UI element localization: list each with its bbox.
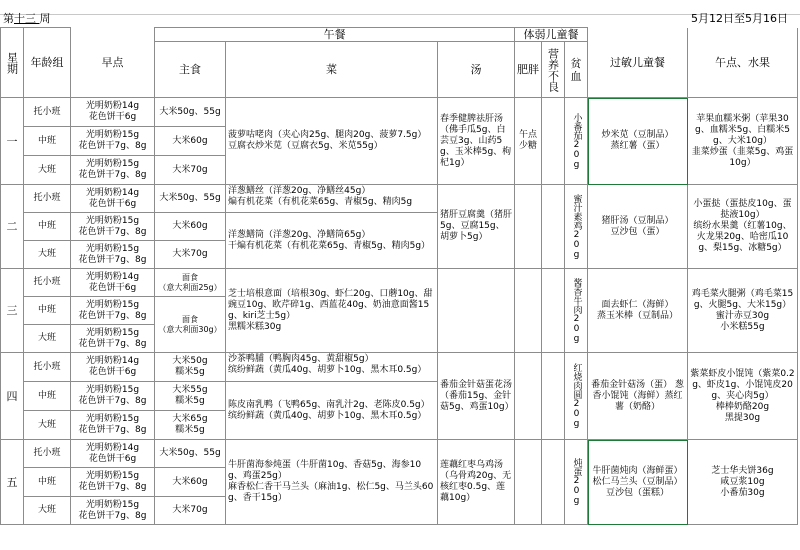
staple-cell: 大米70g: [155, 156, 226, 185]
staple-cell: 大米60g: [155, 213, 226, 241]
age-group-cell: 托小班: [24, 353, 71, 382]
obese-cell: [515, 353, 542, 440]
staple-cell: 面食 （意大利面30g）: [155, 297, 226, 353]
staple-cell: 大米50g、55g: [155, 440, 226, 468]
age-group-cell: 中班: [24, 297, 71, 325]
col-dish-header: 菜: [226, 42, 438, 98]
obese-cell: [515, 185, 542, 269]
col-malnutrition-header: 营养不良: [542, 42, 565, 98]
staple-cell: 大米55g 糯米5g: [155, 382, 226, 411]
allergy-cell: 猪肝汤（豆制品） 豆沙包（蛋）: [588, 185, 688, 269]
breakfast-cell: 光明奶粉14g 花色饼干6g: [71, 269, 155, 297]
staple-cell: 大米60g: [155, 468, 226, 497]
staple-cell: 大米60g: [155, 127, 226, 156]
soup-cell: 春季健脾祛肝汤（佛手瓜5g、白芸豆3g、山药5g、玉米棒5g、枸杞1g）: [438, 98, 515, 185]
breakfast-cell: 光明奶粉14g 花色饼干6g: [71, 440, 155, 468]
table-row: [1, 98, 798, 127]
col-breakfast-header: 早点: [71, 28, 155, 98]
malnutrition-cell: [542, 98, 565, 185]
malnutrition-cell: [542, 269, 565, 353]
dish-cell: 牛肝菌海参炖蛋（牛肝菌10g、香菇5g、海参10g、鸡蛋25g） 麻香松仁香干马兰头（麻油1g、松仁5g、马兰头60g、香干15g）: [226, 440, 438, 525]
staple-cell: 大米70g: [155, 241, 226, 269]
soup-cell: 莲藕红枣乌鸡汤（乌骨鸡20g、无核红枣0.5g、莲藕10g）: [438, 440, 515, 525]
week-prefix: 第: [3, 12, 14, 25]
age-group-cell: 大班: [24, 325, 71, 353]
age-group-cell: 托小班: [24, 269, 71, 297]
breakfast-cell: 光明奶粉14g 花色饼干6g: [71, 185, 155, 213]
obese-cell: 午点少糖: [515, 98, 542, 185]
staple-cell: 大米50g、55g: [155, 185, 226, 213]
col-snack-header: 午点、水果: [688, 28, 798, 98]
col-weak-header: 体弱儿童餐: [515, 28, 588, 42]
day-cell: 五: [1, 440, 24, 525]
age-group-cell: 中班: [24, 127, 71, 156]
anemia-meal-cell: 红烧肉圆20g: [565, 353, 588, 440]
dish-cell: 洋葱鳝丝（洋葱20g、净鳝丝45g） 煸有机花菜（有机花菜65g、青椒5g、精肉5g: [226, 185, 438, 213]
day-cell: 二: [1, 185, 24, 269]
table-row: [1, 353, 798, 382]
breakfast-cell: 光明奶粉15g 花色饼干7g、8g: [71, 382, 155, 411]
breakfast-cell: 光明奶粉14g 花色饼干6g: [71, 353, 155, 382]
col-soup-header: 汤: [438, 42, 515, 98]
breakfast-cell: 光明奶粉15g 花色饼干7g、8g: [71, 325, 155, 353]
age-group-cell: 中班: [24, 382, 71, 411]
malnutrition-cell: [542, 440, 565, 525]
staple-cell: 大米65g 糯米5g: [155, 411, 226, 440]
dish-cell: 洋葱鳝筒（洋葱20g、净鳝筒65g） 干煸有机花菜（有机花菜65g、青椒5g、精肉5g）: [226, 213, 438, 269]
col-age-header: 年龄组: [24, 28, 71, 98]
age-group-cell: 大班: [24, 411, 71, 440]
staple-cell: 大米50g 糯米5g: [155, 353, 226, 382]
age-group-cell: 托小班: [24, 185, 71, 213]
breakfast-cell: 光明奶粉15g 花色饼干7g、8g: [71, 411, 155, 440]
age-group-cell: 大班: [24, 241, 71, 269]
day-cell: 四: [1, 353, 24, 440]
day-cell: 一: [1, 98, 24, 185]
day-cell: 三: [1, 269, 24, 353]
age-group-cell: 大班: [24, 156, 71, 185]
dish-cell: 芝士培根意面（培根30g、虾仁20g、口蘑10g、甜豌豆10g、欧芹碎1g、西蓝花40g、奶油意面酱15g、kiri芝士5g） 黑糯米糕30g: [226, 269, 438, 353]
table-row: [1, 440, 798, 468]
dish-cell: 菠萝咕咾肉（夹心肉25g、腿肉20g、菠萝7.5g） 豆腐衣炒米苋（豆腐衣5g、米苋55g）: [226, 98, 438, 185]
age-group-cell: 托小班: [24, 440, 71, 468]
week-number: 十三: [14, 12, 36, 25]
col-anemia-header: 贫血: [565, 42, 588, 98]
table-row: [1, 185, 798, 213]
snack-fruit-cell: 苹果血糯米粥（苹果30g、血糯米5g、白糯米5g、大米10g） 韭菜炒蛋（韭菜5g、鸡蛋10g）: [688, 98, 798, 185]
week-title: [3, 12, 51, 25]
age-group-cell: 中班: [24, 213, 71, 241]
anemia-meal-cell: 蜜汁素鸡20g: [565, 185, 588, 269]
age-group-cell: 大班: [24, 497, 71, 525]
dish-cell: 沙茶鸭脯（鸭胸肉45g、黄甜椒5g） 缤纷鲜蔬（黄瓜40g、胡萝卜10g、黑木耳0.5g）: [226, 353, 438, 382]
snack-fruit-cell: 小蛋挞（蛋挞皮10g、蛋挞液10g） 缤纷水果羹（红薯10g、火龙果20g、哈密瓜10g、梨15g、冰糖5g）: [688, 185, 798, 269]
menu-table: [0, 27, 798, 525]
col-staple-header: 主食: [155, 42, 226, 98]
malnutrition-cell: [542, 185, 565, 269]
col-lunch-header: 午餐: [155, 28, 515, 42]
breakfast-cell: 光明奶粉15g 花色饼干7g、8g: [71, 497, 155, 525]
col-day-header: 星期: [1, 28, 24, 98]
anemia-meal-cell: 小番茄20g: [565, 98, 588, 185]
soup-cell: 番茄金针菇蛋花汤（番茄15g、金针菇5g、鸡蛋10g）: [438, 353, 515, 440]
anemia-meal-cell: 炖蛋20g: [565, 440, 588, 525]
allergy-cell: 牛肝菌炖肉（海鲜蛋） 松仁马兰头（豆制品） 豆沙包（蛋糕）: [588, 440, 688, 525]
age-group-cell: 托小班: [24, 98, 71, 127]
breakfast-cell: 光明奶粉15g 花色饼干7g、8g: [71, 127, 155, 156]
anemia-meal-cell: 酱香牛肉20g: [565, 269, 588, 353]
staple-cell: 大米70g: [155, 497, 226, 525]
table-row: [1, 269, 798, 297]
allergy-cell: 炒米苋（豆制品） 蒸红薯（蛋）: [588, 98, 688, 185]
breakfast-cell: 光明奶粉15g 花色饼干7g、8g: [71, 241, 155, 269]
col-obese-header: 肥胖: [515, 42, 542, 98]
dish-cell: 陈皮南乳鸭（飞鸭65g、南乳汁2g、老陈皮0.5g） 缤纷鲜蔬（黄瓜40g、胡萝卜10g、黑木耳0.5g）: [226, 382, 438, 440]
col-allergy-header: 过敏儿童餐: [588, 28, 688, 98]
breakfast-cell: 光明奶粉15g 花色饼干7g、8g: [71, 156, 155, 185]
sheet-top-border: [0, 0, 800, 15]
age-group-cell: 中班: [24, 468, 71, 497]
week-suffix: 周: [39, 12, 51, 25]
staple-cell: 面食 （意大利面25g）: [155, 269, 226, 297]
snack-fruit-cell: 芝士华夫饼36g 咸豆浆10g 小番茄30g: [688, 440, 798, 525]
soup-cell: [438, 269, 515, 353]
breakfast-cell: 光明奶粉15g 花色饼干7g、8g: [71, 468, 155, 497]
breakfast-cell: 光明奶粉15g 花色饼干7g、8g: [71, 213, 155, 241]
breakfast-cell: 光明奶粉14g 花色饼干6g: [71, 98, 155, 127]
allergy-cell: 面去虾仁（海鲜） 蒸玉米棒（豆制品）: [588, 269, 688, 353]
staple-cell: 大米50g、55g: [155, 98, 226, 127]
obese-cell: [515, 440, 542, 525]
malnutrition-cell: [542, 353, 565, 440]
allergy-cell: 番茄金针菇汤（蛋） 葱香小馄饨（海鲜）蒸红薯（奶酪）: [588, 353, 688, 440]
snack-fruit-cell: 鸡毛菜火腿粥（鸡毛菜15g、火腿5g、大米15g） 蜜汁赤豆30g 小米糕55g: [688, 269, 798, 353]
soup-cell: 猪肝豆腐羹（猪肝5g、豆腐15g、胡萝卜5g）: [438, 185, 515, 269]
snack-fruit-cell: 紫菜虾皮小馄饨（紫菜0.2g、虾皮1g、小馄饨皮20g、夹心肉5g） 棒棒奶酪20g 黑提30g: [688, 353, 798, 440]
obese-cell: [515, 269, 542, 353]
date-range: 5月12日至5月16日: [691, 12, 788, 25]
breakfast-cell: 光明奶粉15g 花色饼干7g、8g: [71, 297, 155, 325]
